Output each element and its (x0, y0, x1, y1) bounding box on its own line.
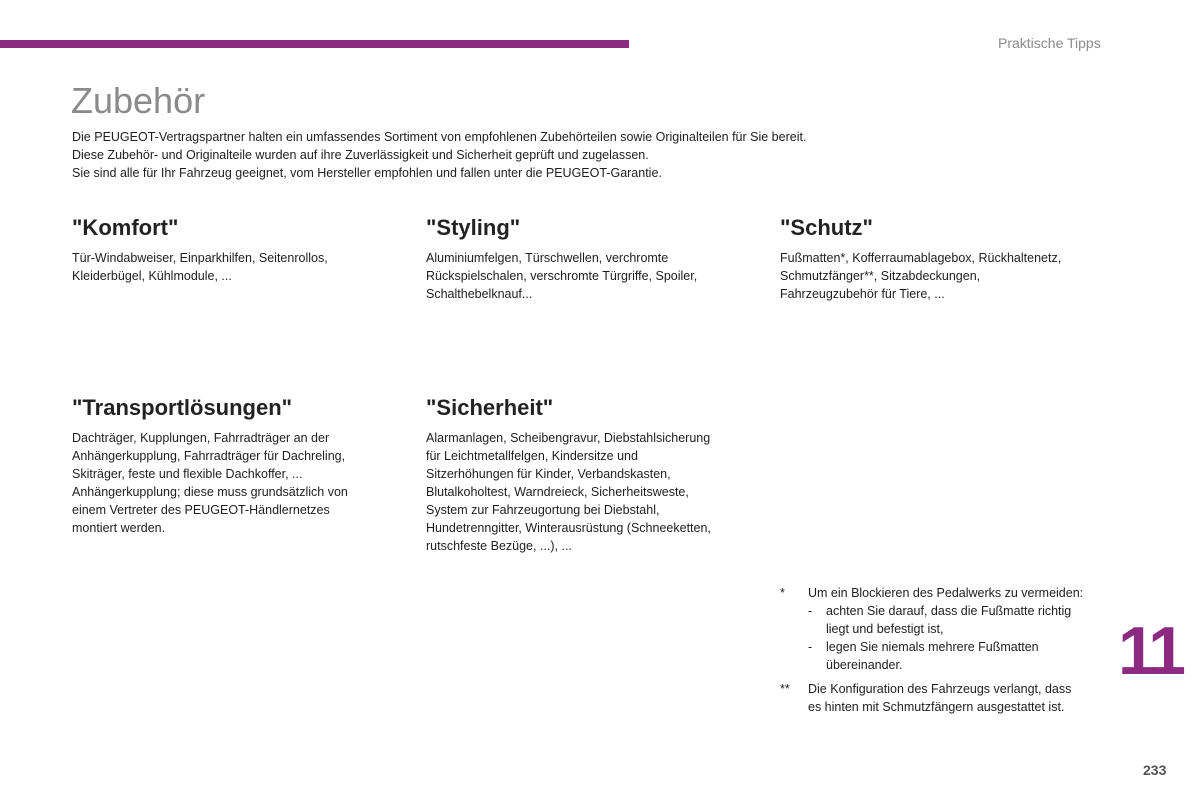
category-body (72, 249, 402, 285)
category-body (426, 429, 756, 555)
category-styling (426, 215, 756, 303)
category-line: Blutalkoholtest, Warndreieck, Sicherheitsweste, (426, 485, 689, 499)
category-body (72, 429, 402, 537)
footnote-subitem-line: legen Sie niemals mehrere Fußmatten (826, 640, 1039, 654)
category-body (426, 249, 756, 303)
category-line: Aluminiumfelgen, Türschwellen, verchromte (426, 251, 669, 265)
footnote-line: Die Konfiguration des Fahrzeugs verlangt, dass (808, 682, 1072, 696)
footnote-subitem-line: übereinander. (826, 658, 903, 672)
intro-line: Diese Zubehör- und Originalteile wurden auf ihre Zuverlässigkeit und Sicherheit geprüft und zugelassen. (72, 148, 649, 162)
footnote-content (808, 680, 1120, 716)
page-number: 233 (1143, 762, 1167, 778)
category-sicherheit (426, 395, 756, 555)
footnote-subitem-line: achten Sie darauf, dass die Fußmatte richtig (826, 604, 1072, 618)
category-line: Anhängerkupplung, Fahrradträger für Dachreling, (72, 449, 346, 463)
category-line: Anhängerkupplung; diese muss grundsätzlich von (72, 485, 348, 499)
category-line: Rückspielschalen, verschromte Türgriffe, Spoiler, (426, 269, 698, 283)
category-heading: "Transportlösungen" (72, 395, 293, 420)
category-line: Schalthebelknauf... (426, 287, 533, 301)
footnote-content (808, 584, 1120, 674)
category-schutz (780, 215, 1110, 303)
intro-line: Die PEUGEOT-Vertragspartner halten ein umfassendes Sortiment von empfohlenen Zubehörteilen sowie Originalteilen für Sie bereit. (72, 130, 807, 144)
footnote-text: Um ein Blockieren des Pedalwerks zu vermeiden: (808, 586, 1084, 600)
category-line: montiert werden. (72, 521, 166, 535)
category-heading: "Styling" (426, 215, 521, 240)
category-line: Schmutzfänger**, Sitzabdeckungen, (780, 269, 981, 283)
header-accent-bar (0, 40, 629, 48)
category-line: Fußmatten*, Kofferraumablagebox, Rückhaltenetz, (780, 251, 1062, 265)
footnote-line: es hinten mit Schmutzfängern ausgestattet ist. (808, 700, 1065, 714)
footnote-dash: - (808, 640, 813, 654)
category-line: Fahrzeugzubehör für Tiere, ... (780, 287, 945, 301)
category-heading: "Sicherheit" (426, 395, 554, 420)
category-line: Skiträger, feste und flexible Dachkoffer, ... (72, 467, 303, 481)
intro-line: Sie sind alle für Ihr Fahrzeug geeignet, vom Hersteller empfohlen und fallen unter die PEUGEOT-Garantie. (72, 166, 662, 180)
category-line: rutschfeste Bezüge, ...), ... (426, 539, 572, 553)
category-line: für Leichtmetallfelgen, Kindersitze und (426, 449, 638, 463)
category-line: einem Vertreter des PEUGEOT-Händlernetzes (72, 503, 330, 517)
category-transportloesungen (72, 395, 402, 537)
footnote-marker: ** (780, 682, 790, 696)
category-line: Kleiderbügel, Kühlmodule, ... (72, 269, 232, 283)
category-heading: "Schutz" (780, 215, 873, 240)
footnote-subitem (808, 638, 1120, 674)
section-label: Praktische Tipps (998, 35, 1101, 51)
page-title: Zubehör (71, 80, 206, 121)
footnotes (780, 584, 1120, 718)
footnote-marker: * (780, 586, 785, 600)
footnote-subitem (808, 602, 1120, 638)
chapter-number: 11 (1118, 613, 1182, 689)
footnote-1 (780, 584, 1120, 674)
intro-text (72, 128, 932, 182)
category-line: Sitzerhöhungen für Kinder, Verbandskasten, (426, 467, 671, 481)
category-body (780, 249, 1110, 303)
category-line: Hundetrenngitter, Winterausrüstung (Schneeketten, (426, 521, 711, 535)
category-line: Dachträger, Kupplungen, Fahrradträger an der (72, 431, 330, 445)
footnote-subitem-line: liegt und befestigt ist, (826, 622, 944, 636)
footnote-2 (780, 680, 1120, 716)
category-line: System zur Fahrzeugortung bei Diebstahl, (426, 503, 660, 517)
footnote-dash: - (808, 604, 813, 618)
category-line: Alarmanlagen, Scheibengravur, Diebstahlsicherung (426, 431, 711, 445)
category-komfort (72, 215, 402, 285)
category-heading: "Komfort" (72, 215, 179, 240)
category-line: Tür-Windabweiser, Einparkhilfen, Seitenrollos, (72, 251, 328, 265)
